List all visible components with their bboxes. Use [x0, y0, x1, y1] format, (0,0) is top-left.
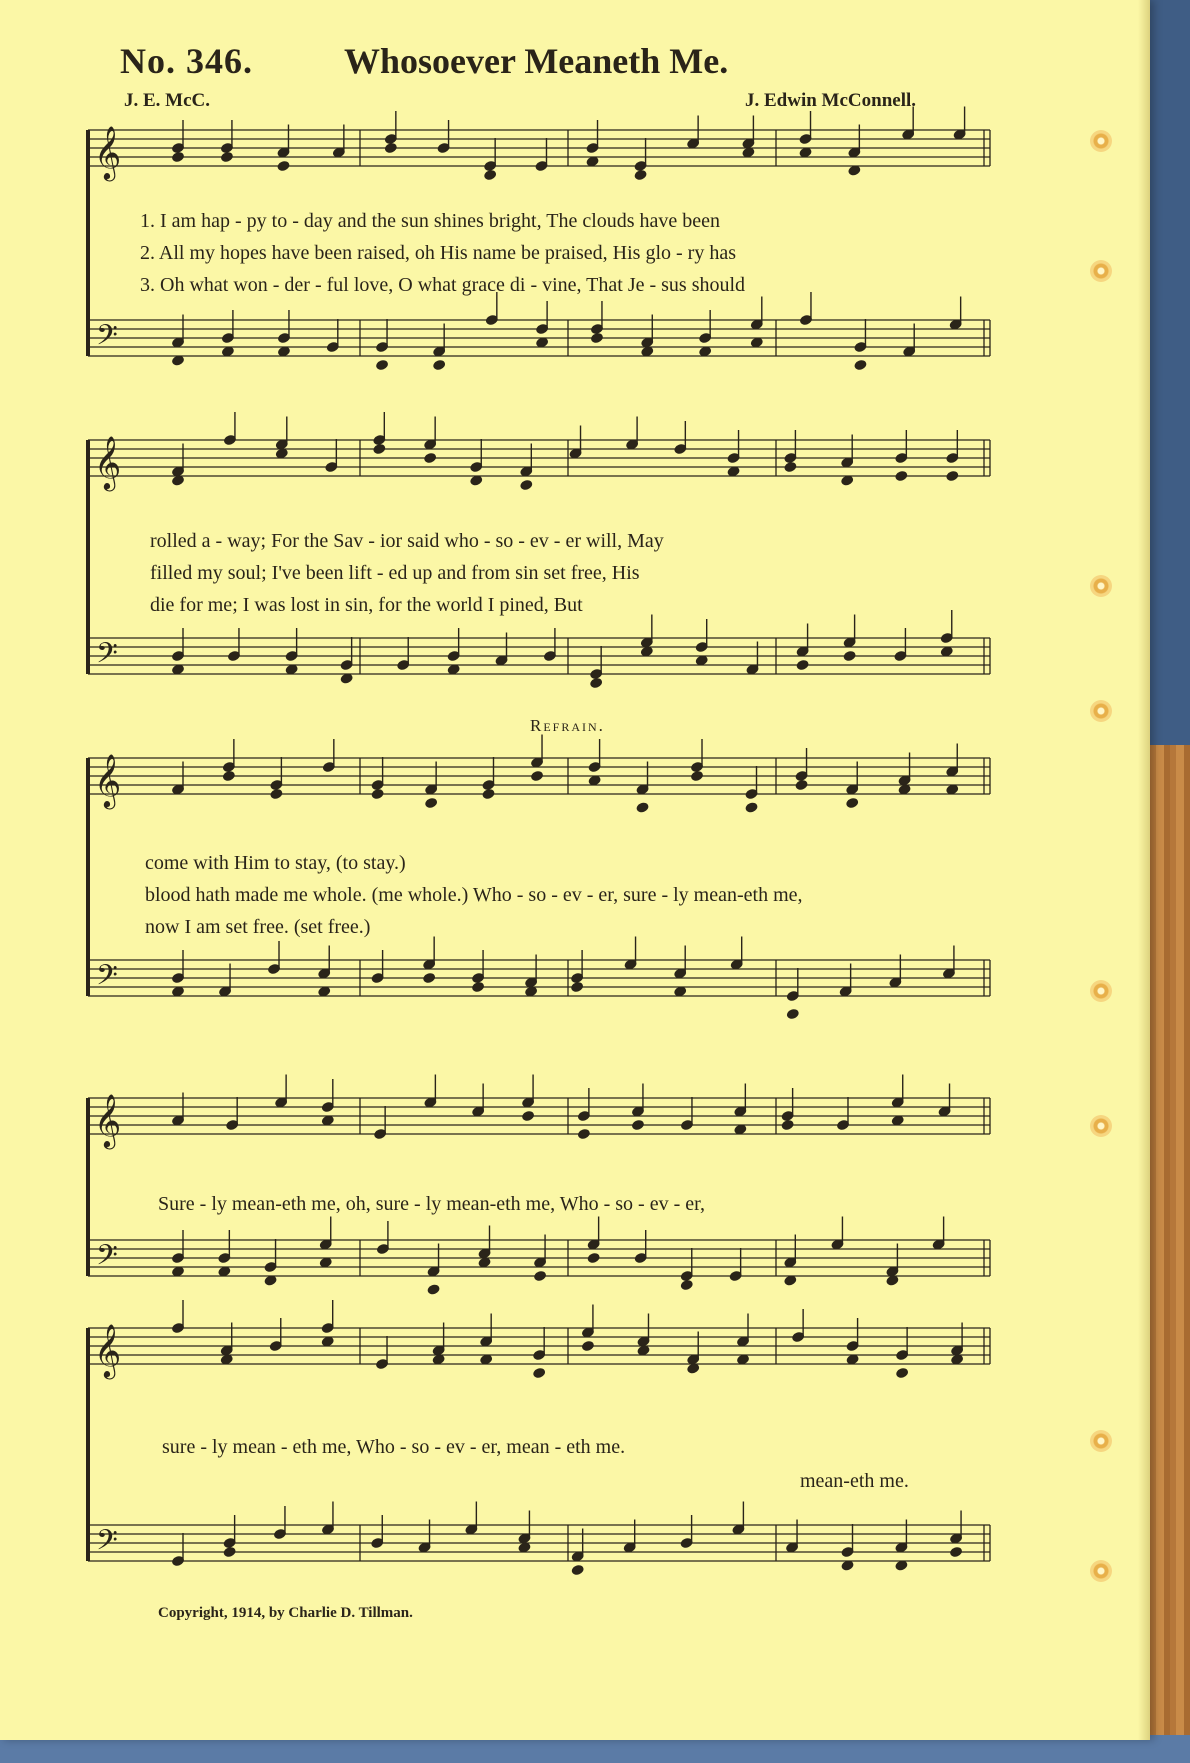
copyright-notice: Copyright, 1914, by Charlie D. Tillman.	[158, 1605, 413, 1621]
lyric-line-refrain: Sure - ly mean-eth me, oh, sure - ly mean-eth me, Who - so - ev - er,	[158, 1193, 705, 1215]
lyric-line-verse1: 1. I am hap - py to - day and the sun shines bright, The clouds have been	[140, 210, 721, 232]
svg-text:𝄢: 𝄢	[96, 1524, 118, 1564]
svg-text:𝄞: 𝄞	[94, 1323, 122, 1377]
lyric-line-refrain: sure - ly mean - eth me, Who - so - ev - er, mean - eth me.	[162, 1436, 626, 1458]
hymn-number: No. 346.	[120, 41, 253, 81]
svg-text:𝄞: 𝄞	[94, 753, 122, 807]
lyric-line-verse2: 2. All my hopes have been raised, oh His name be praised, His glo - ry has	[140, 242, 736, 264]
svg-text:𝄢: 𝄢	[96, 959, 118, 999]
lyric-line-verse3: now I am set free. (set free.)	[145, 916, 371, 938]
refrain-label: Refrain.	[530, 716, 605, 735]
lyric-line-verse1: rolled a - way; For the Sav - ior said who - so - ev - er will, May	[150, 530, 664, 552]
lyric-line-verse2: filled my soul; I've been lift - ed up and from sin set free, His	[150, 562, 640, 584]
svg-text:𝄢: 𝄢	[96, 1239, 118, 1279]
hymn-title: Whosoever Meaneth Me.	[344, 41, 729, 81]
svg-text:𝄞: 𝄞	[94, 1093, 122, 1147]
lyric-line-refrain-bass: mean-eth me.	[800, 1470, 909, 1492]
wooden-frame	[1150, 745, 1190, 1735]
lyric-line-verse3: die for me; I was lost in sin, for the world I pined, But	[150, 594, 583, 616]
composer-credit: J. Edwin McConnell.	[745, 90, 917, 111]
svg-text:𝄞: 𝄞	[94, 125, 122, 179]
lyric-line-verse1: come with Him to stay, (to stay.)	[145, 852, 406, 874]
svg-text:𝄢: 𝄢	[96, 637, 118, 677]
svg-text:𝄢: 𝄢	[96, 319, 118, 359]
lyric-line-verse3: 3. Oh what won - der - ful love, O what grace di - vine, That Je - sus should	[140, 274, 746, 296]
lyricist-credit: J. E. McC.	[124, 90, 211, 111]
lyric-line-verse2: blood hath made me whole. (me whole.) Who - so - ev - er, sure - ly mean-eth me,	[145, 884, 803, 906]
svg-text:𝄞: 𝄞	[94, 435, 122, 489]
